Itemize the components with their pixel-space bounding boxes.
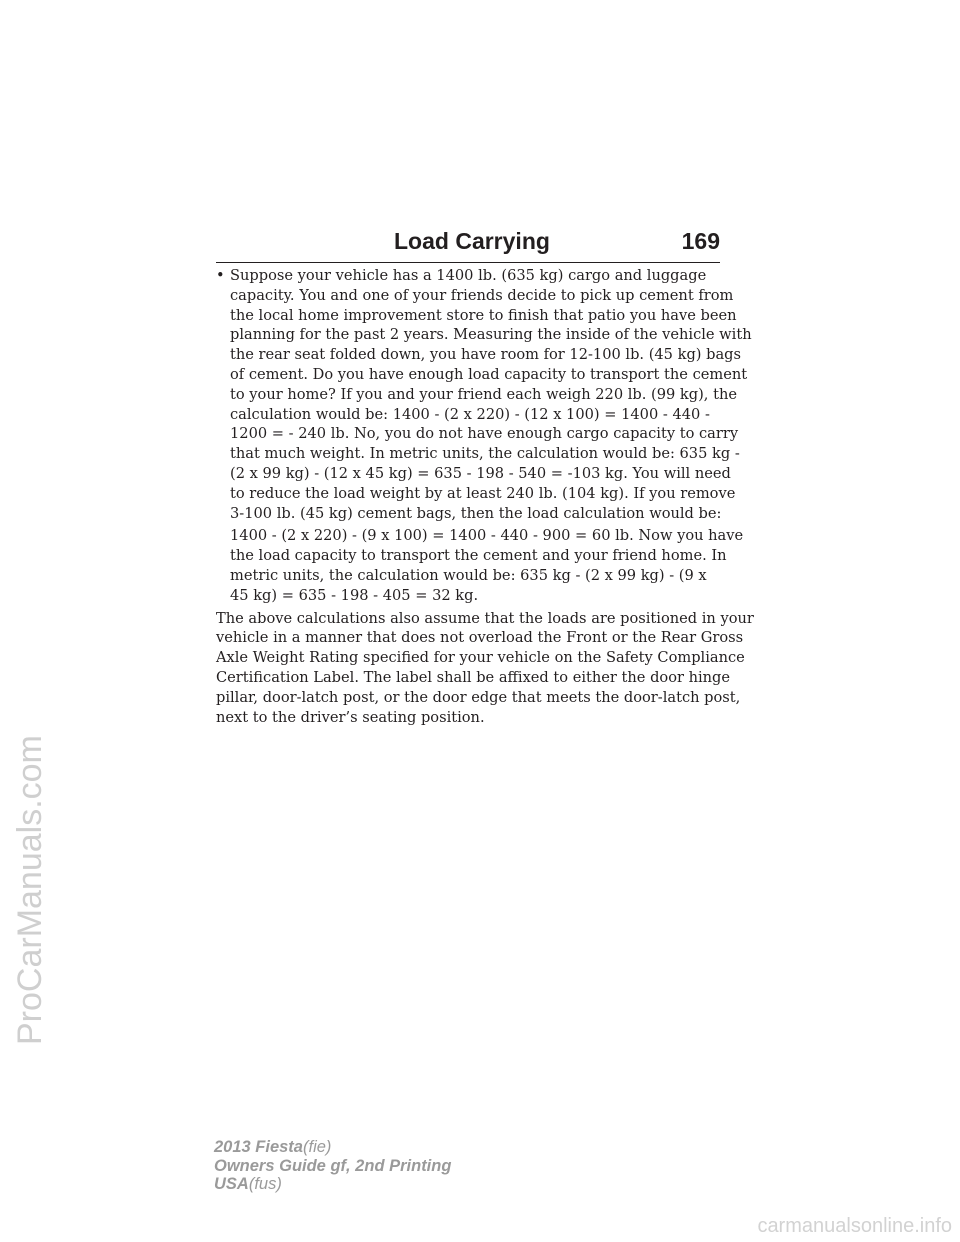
body-paragraph (216, 609, 754, 728)
text-line: metric units, the calculation would be: 635 kg - (2 x 99 kg) - (9 x (230, 566, 707, 584)
text-line: to reduce the load weight by at least 240 lb. (104 kg). If you remove (230, 484, 736, 502)
text-line: capacity. You and one of your friends decide to pick up cement from (230, 286, 734, 304)
text-line: to your home? If you and your friend each weigh 220 lb. (99 kg), the (230, 385, 737, 403)
site-watermark: carmanualsonline.info (757, 1215, 952, 1237)
text-line: 45 kg) = 635 - 198 - 405 = 32 kg. (230, 586, 479, 604)
text-line: the load capacity to transport the cement and your friend home. In (230, 547, 727, 565)
footer-line-model (214, 1138, 451, 1157)
footer-model-code: (fie) (302, 1138, 332, 1156)
text-line: vehicle in a manner that does not overload the Front or the Rear Gross (216, 629, 744, 647)
footer-line-market (214, 1175, 451, 1194)
bullet-marker: • (216, 267, 225, 284)
footer-market: USA (214, 1175, 249, 1193)
text-line: 1200 = - 240 lb. No, you do not have enough cargo capacity to carry (230, 425, 739, 443)
page-footer (214, 1138, 451, 1194)
text-line: Axle Weight Rating specified for your vehicle on the Safety Compliance (216, 649, 745, 667)
text-line: planning for the past 2 years. Measuring the inside of the vehicle with (230, 326, 752, 344)
text-line: (2 x 99 kg) - (12 x 45 kg) = 635 - 198 - 540 = -103 kg. You will need (230, 464, 731, 482)
page-header (216, 228, 720, 263)
text-line: The above calculations also assume that the loads are positioned in your (216, 609, 754, 627)
text-line: pillar, door-latch post, or the door edge that meets the door-latch post, (216, 688, 741, 706)
text-line: the local home improvement store to finish that patio you have been (230, 306, 737, 324)
text-line: of cement. Do you have enough load capacity to transport the cement (230, 365, 748, 383)
footer-market-code: (fus) (248, 1175, 282, 1193)
text-line: Suppose your vehicle has a 1400 lb. (635 kg) cargo and luggage (230, 267, 707, 284)
bullet-item (216, 266, 752, 523)
text-line: the rear seat folded down, you have room for 12-100 lb. (45 kg) bags (230, 346, 742, 364)
footer-model: 2013 Fiesta (214, 1138, 303, 1156)
text-line: next to the driver’s seating position. (216, 708, 485, 726)
body-text (216, 266, 754, 727)
page-number: 169 (681, 228, 720, 254)
text-line: Certification Label. The label shall be affixed to either the door hinge (216, 668, 731, 686)
text-line: 1400 - (2 x 220) - (9 x 100) = 1400 - 440 - 900 = 60 lb. Now you have (230, 527, 744, 545)
text-line: 3-100 lb. (45 kg) cement bags, then the load calculation would be: (230, 504, 722, 522)
text-line: calculation would be: 1400 - (2 x 220) - (12 x 100) = 1400 - 440 - (230, 405, 710, 423)
calculation-paragraph (216, 526, 744, 605)
section-title: Load Carrying (394, 228, 550, 254)
side-watermark: ProCarManuals.com (11, 735, 49, 1045)
text-line: that much weight. In metric units, the calculation would be: 635 kg - (230, 445, 740, 463)
footer-line-guide: Owners Guide gf, 2nd Printing (214, 1156, 452, 1175)
